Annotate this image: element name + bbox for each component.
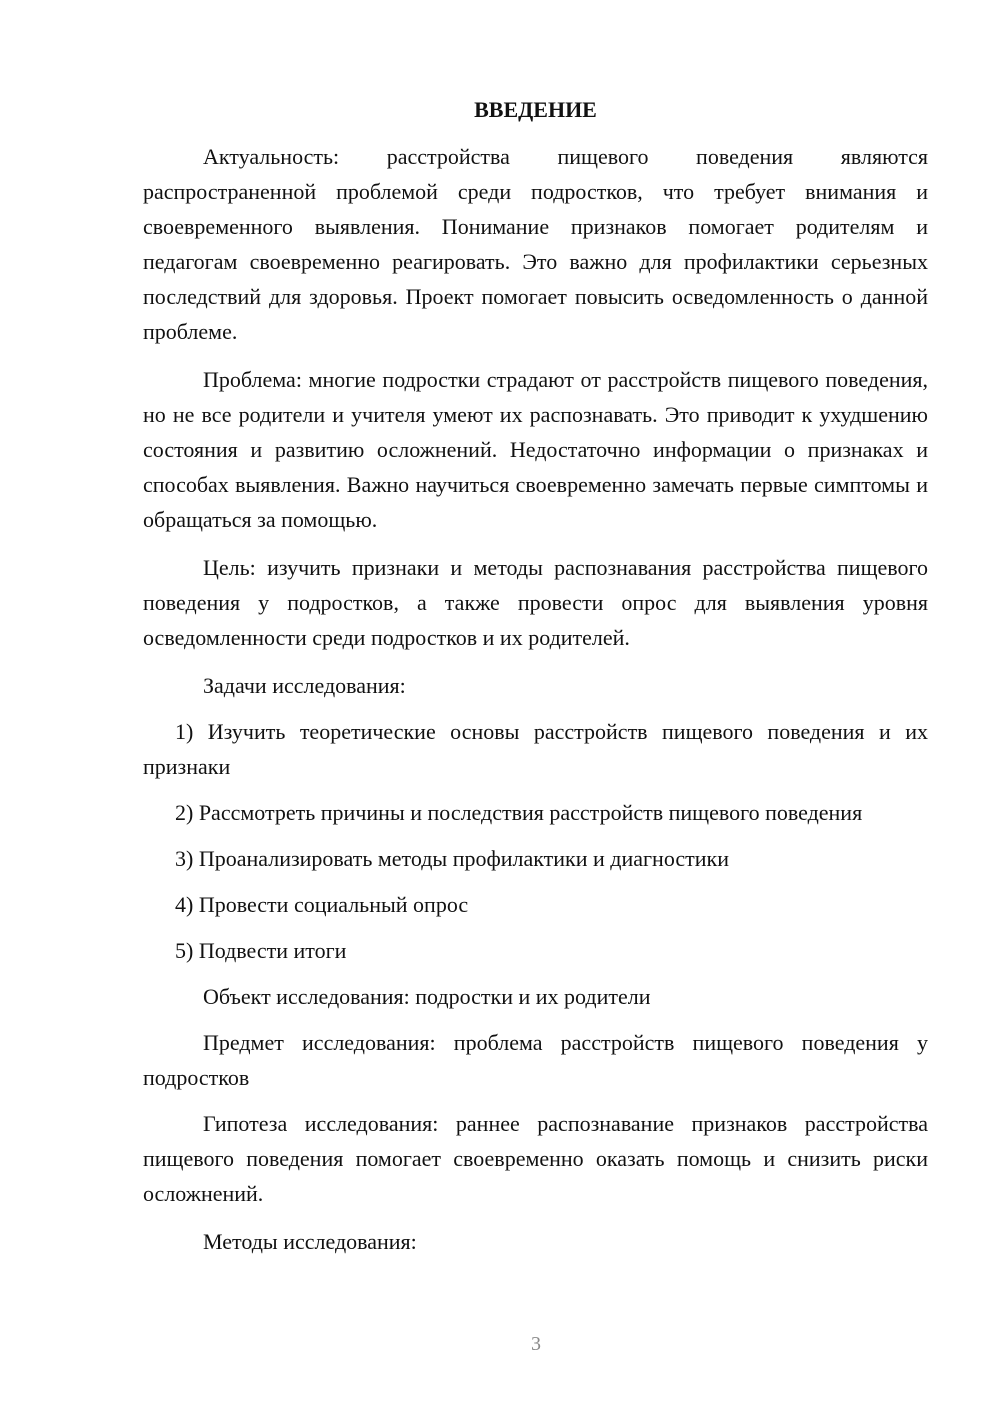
list-item: 2) Рассмотреть причины и последствия расстройств пищевого поведения (175, 800, 863, 825)
page-number: 3 (531, 1333, 541, 1355)
tasks-list (143, 714, 928, 968)
document-page (143, 92, 928, 1259)
relevance-paragraph: Актуальность: расстройства пищевого поведения являются распространенной проблемой среди подростков, что требует внимания и своевременного выявления. Понимание признаков помогает родителям и педагогам своевременно реагировать. Это важно для профилактики серьезных последствий для здоровья. Проект помогает повысить осведомленность о данной проблеме. (143, 144, 928, 344)
methods-heading: Методы исследования: (203, 1229, 417, 1254)
list-item: 4) Провести социальный опрос (175, 892, 469, 917)
problem-paragraph: Проблема: многие подростки страдают от расстройств пищевого поведения, но не все родители и учителя умеют их распознавать. Это приводит к ухудшению состояния и развитию осложнений. Недостаточно информации о признаках и способах выявления. Важно научиться своевременно замечать первые симптомы и обращаться за помощью. (143, 367, 928, 532)
section-title: ВВЕДЕНИЕ (474, 97, 597, 122)
subject-paragraph: Предмет исследования: проблема расстройств пищевого поведения у подростков (143, 1030, 928, 1090)
list-item: 1) Изучить теоретические основы расстройств пищевого поведения и их признаки (143, 719, 928, 779)
list-item: 5) Подвести итоги (175, 938, 347, 963)
hypothesis-paragraph: Гипотеза исследования: раннее распознавание признаков расстройства пищевого поведения помогает своевременно оказать помощь и снизить риски осложнений. (143, 1111, 928, 1206)
list-item: 3) Проанализировать методы профилактики и диагностики (175, 846, 729, 871)
object-paragraph: Объект исследования: подростки и их родители (203, 984, 651, 1009)
tasks-heading: Задачи исследования: (203, 673, 406, 698)
goal-paragraph: Цель: изучить признаки и методы распознавания расстройства пищевого поведения у подростков, а также провести опрос для выявления уровня осведомленности среди подростков и их родителей. (143, 555, 928, 650)
